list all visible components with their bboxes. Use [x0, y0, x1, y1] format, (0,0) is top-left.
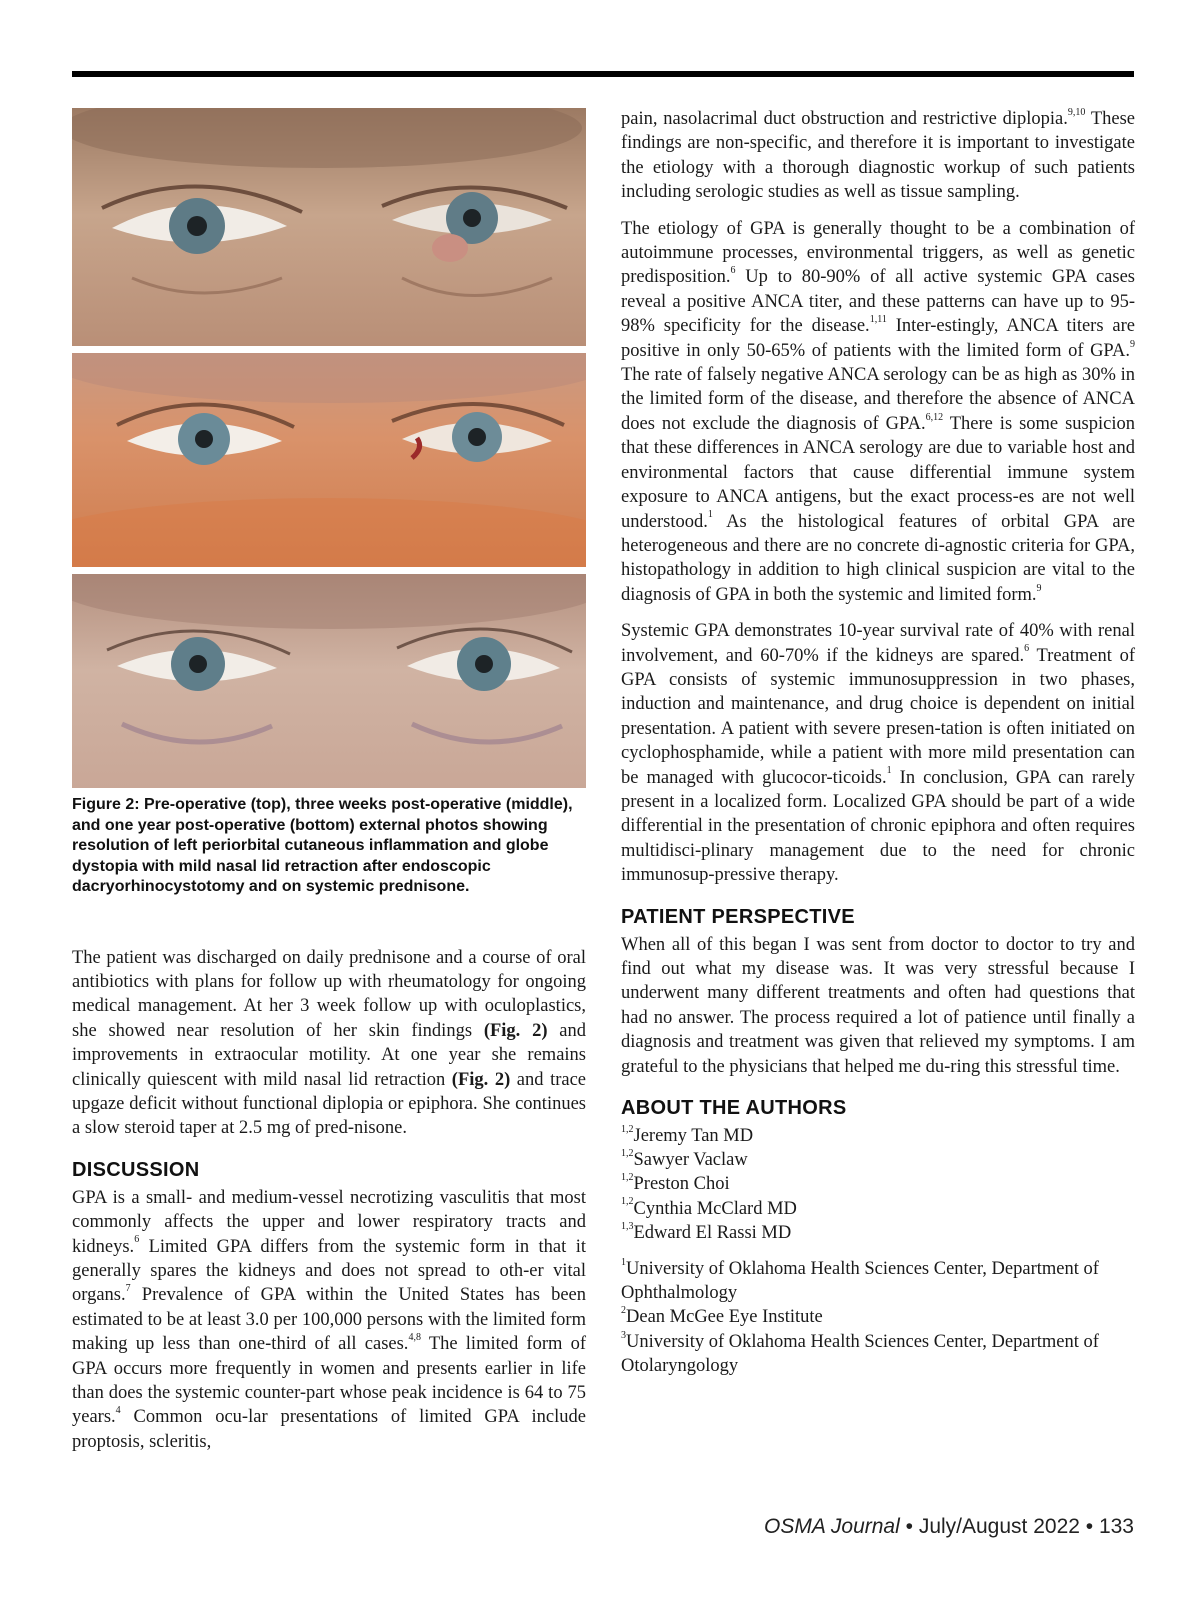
- text-run: pain, nasolacrimal duct obstruction and restrictive diplopia.: [621, 109, 1068, 129]
- right-paragraph-2: [621, 217, 1135, 608]
- footer-separator: •: [1079, 1515, 1099, 1538]
- left-paragraph: [72, 946, 586, 1141]
- affiliation-item: [621, 1257, 1135, 1305]
- citation-sup: 6: [134, 1234, 140, 1246]
- author-name: Jeremy Tan MD: [633, 1126, 754, 1147]
- author-list: [621, 1124, 1135, 1245]
- about-authors-heading: ABOUT THE AUTHORS: [621, 1097, 847, 1120]
- author-sup: 1,2: [621, 1196, 634, 1208]
- affiliation-list: [621, 1257, 1135, 1378]
- author-name: Edward El Rassi MD: [633, 1222, 792, 1243]
- author-item: [621, 1124, 1135, 1148]
- figure-photo-three-weeks-post-operative: [72, 353, 586, 567]
- right-column: [621, 107, 1135, 1378]
- text-run: Prevalence of GPA within the United States has been estimated to be at least 3.0 per 100,000 persons with the limited form making up less than one-third of all cases.: [72, 1285, 586, 1355]
- author-item: [621, 1221, 1135, 1245]
- patient-perspective-heading: PATIENT PERSPECTIVE: [621, 905, 855, 928]
- author-name: Sawyer Vaclaw: [633, 1150, 748, 1171]
- text-run: There is some suspicion that these differences in ANCA serology are due to variable host and environmental factors that cause differential immune system exposure to ANCA antigens, but the exact process-es are not well understood.: [621, 413, 1135, 532]
- affiliation-text: University of Oklahoma Health Sciences Center, Department of Otolaryngology: [621, 1331, 1099, 1376]
- affiliation-item: [621, 1305, 1135, 1329]
- text-run: and improvements in extraocular motility. At one year she remains clinically quiescent with mild nasal lid retraction: [72, 1020, 586, 1090]
- text-run: As the histological features of orbital GPA are heterogeneous and there are no concrete di-agnostic criteria for GPA, histopathology in addition to high clinical suspicion are vital to the diagnosis of GPA in both the systemic and limited form.: [621, 511, 1135, 605]
- citation-sup: 6: [730, 265, 736, 277]
- author-name: Preston Choi: [633, 1174, 730, 1195]
- text-run: The patient was discharged on daily prednisone and a course of oral antibiotics with plans for follow up with rheumatology for ongoing medical management. At her 3 week follow up with oculoplastics, she showed near resolution of her skin findings: [72, 947, 586, 1041]
- citation-sup: 4,8: [408, 1332, 421, 1344]
- author-sup: 1,2: [621, 1123, 634, 1135]
- citation-sup: 6: [1024, 643, 1030, 655]
- affiliation-text: Dean McGee Eye Institute: [626, 1307, 823, 1328]
- citation-sup: 1: [886, 765, 892, 777]
- left-column: [72, 108, 586, 1454]
- author-sup: 1,2: [621, 1172, 634, 1184]
- affiliation-sup: 3: [621, 1329, 626, 1341]
- affiliation-sup: 2: [621, 1305, 626, 1317]
- right-paragraph-1: [621, 107, 1135, 205]
- text-run: These findings are non-specific, and therefore it is important to investigate the etiology with a thorough diagnostic workup of such patients including serologic studies as well as tissue sampling.: [621, 109, 1136, 203]
- author-sup: 1,3: [621, 1220, 634, 1232]
- author-item: [621, 1172, 1135, 1196]
- top-rule: [72, 71, 1134, 77]
- footer-journal: OSMA Journal: [764, 1515, 900, 1538]
- citation-sup: 9,10: [1067, 106, 1086, 118]
- text-run: Up to 80-90% of all active systemic GPA cases reveal a positive ANCA titer, and these patterns can have up to 95-98% specificity for the disease.: [621, 267, 1135, 337]
- text-run: In conclusion, GPA can rarely present in a localized form. Localized GPA should be part of a wide differential in the presentation of chronic epiphora and often requires multidisci-plinary management due to the need for chronic immunosup-pressive therapy.: [621, 767, 1135, 886]
- citation-sup: 1,11: [869, 314, 887, 326]
- text-run: When all of this began I was sent from doctor to doctor to try and find out what my disease was. It was very stressful because I underwent many different treatments and often had questions that had no answer. The process required a lot of patience until finally a diagnosis and treatment was given that relieved my symptoms. I am grateful to the physicians that helped me du-ring this stressful time.: [621, 934, 1135, 1077]
- discussion-paragraph: [72, 1186, 586, 1454]
- figure-reference: (Fig. 2): [483, 1020, 548, 1041]
- citation-sup: 9: [1130, 338, 1135, 350]
- author-name: Cynthia McClard MD: [633, 1198, 797, 1219]
- text-run: Inter-estingly, ANCA titers are positive in only 50-65% of patients with the limited form of GPA.: [621, 316, 1135, 361]
- author-item: [621, 1197, 1135, 1221]
- text-run: The etiology of GPA is generally thought to be a combination of autoimmune processes, environmental triggers, as well as genetic predisposition.: [621, 218, 1135, 288]
- discussion-heading: DISCUSSION: [72, 1158, 200, 1181]
- author-sup: 1,2: [621, 1148, 634, 1160]
- figure-photo-pre-operative: [72, 108, 586, 346]
- footer-separator: •: [899, 1515, 919, 1538]
- affiliation-text: University of Oklahoma Health Sciences Center, Department of Ophthalmology: [621, 1259, 1099, 1304]
- text-run: GPA is a small- and medium-vessel necrotizing vasculitis that most commonly affects the upper and lower respiratory tracts and kidneys.: [72, 1187, 586, 1257]
- text-run: The limited form of GPA occurs more frequently in women and presents earlier in life than does the systemic counter-part whose peak incidence is 64 to 75 years.: [72, 1334, 586, 1428]
- affiliation-item: [621, 1330, 1135, 1378]
- figure-reference: (Fig. 2): [451, 1069, 511, 1090]
- figure-caption: Figure 2: Pre-operative (top), three weeks post-operative (middle), and one year post-operative (bottom) external photos showing resolution of left periorbital cutaneous inflammation and globe dystopia with mild nasal lid retraction after endoscopic dacryorhinocystotomy and on systemic prednisone.: [72, 796, 573, 895]
- figure-photo-one-year-post-operative: [72, 574, 586, 788]
- citation-sup: 7: [125, 1283, 131, 1295]
- footer-page-number: 133: [1098, 1515, 1134, 1538]
- text-run: and trace upgaze deficit without functional diplopia or epiphora. She continues a slow steroid taper at 2.5 mg of pred-nisone.: [72, 1069, 587, 1139]
- page-footer: [764, 1515, 1134, 1539]
- citation-sup: 9: [1036, 582, 1042, 594]
- citation-sup: 6,12: [925, 411, 944, 423]
- author-item: [621, 1148, 1135, 1172]
- affiliation-sup: 1: [621, 1256, 626, 1268]
- citation-sup: 1: [707, 509, 713, 521]
- text-run: The rate of falsely negative ANCA serology can be as high as 30% in the limited form of the disease, and therefore the absence of ANCA does not exclude the diagnosis of GPA.: [621, 365, 1135, 434]
- text-run: Treatment of GPA consists of systemic immunosuppression in two phases, induction and maintenance, and drug choice is dependent on initial presentation. A patient with severe presen-tation is often initiated on cyclophosphamide, while a patient with more mild presentation can be managed with glucocor-ticoids.: [621, 645, 1135, 788]
- right-paragraph-3: [621, 619, 1135, 887]
- text-run: Common ocu-lar presentations of limited GPA include proptosis, scleritis,: [72, 1407, 586, 1452]
- footer-issue: July/August 2022: [918, 1515, 1080, 1538]
- patient-perspective-paragraph: [621, 933, 1135, 1079]
- citation-sup: 4: [115, 1405, 121, 1417]
- text-run: Systemic GPA demonstrates 10-year survival rate of 40% with renal involvement, and 60-70% if the kidneys are spared.: [621, 621, 1135, 666]
- text-run: Limited GPA differs from the systemic form in that it generally spares the kidneys and does not spread to oth-er vital organs.: [72, 1236, 586, 1306]
